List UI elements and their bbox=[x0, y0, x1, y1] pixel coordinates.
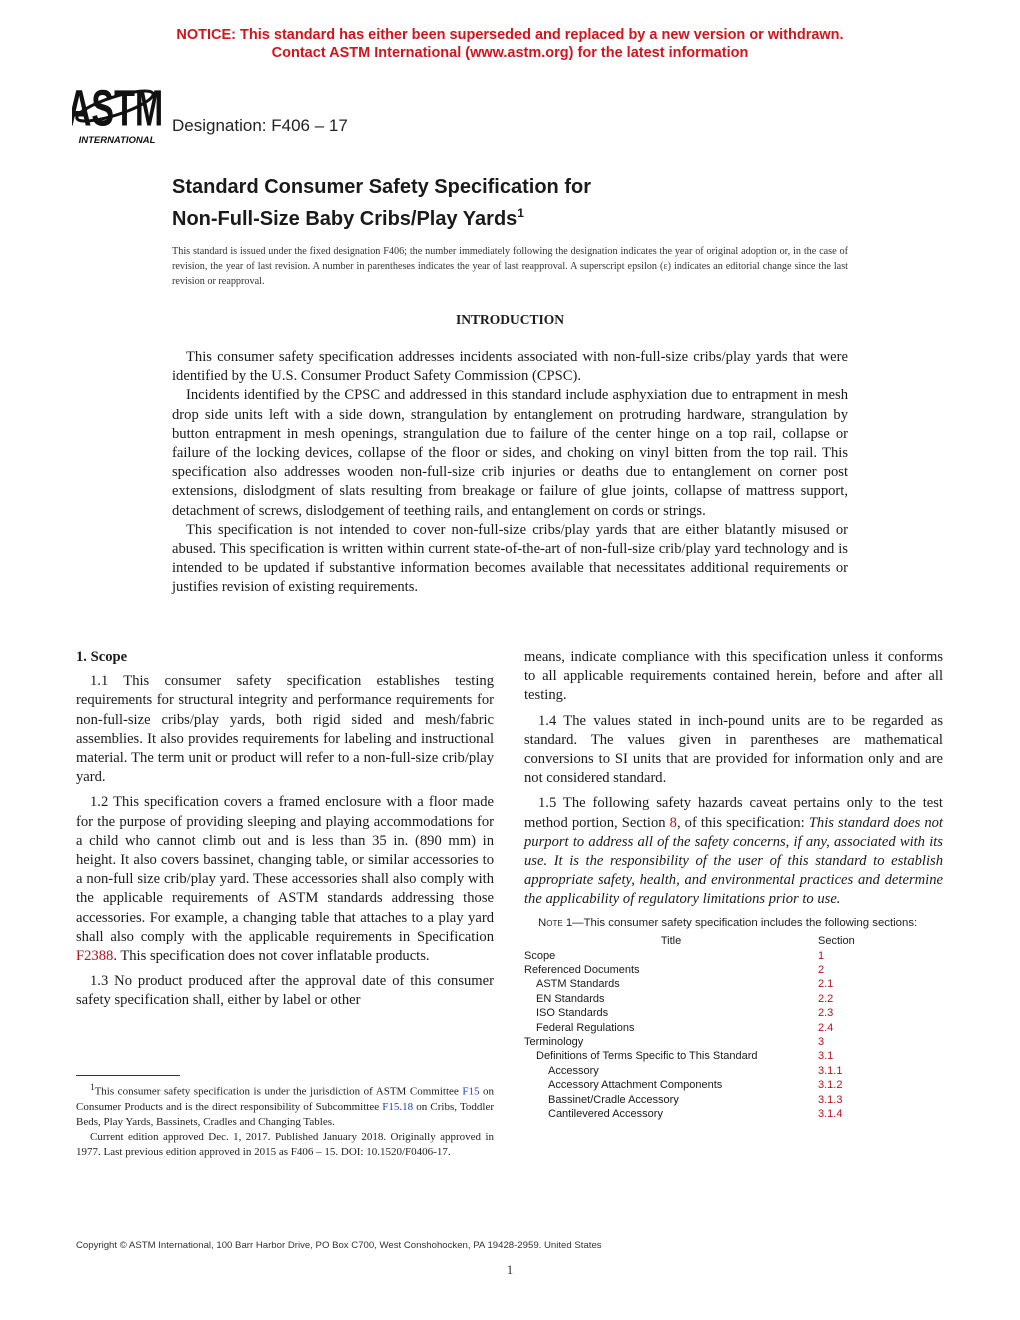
paragraph-1-2: 1.2 This specification covers a framed enclosure with a floor made for the purpose of providing sleeping and playing accommodations for a child who cannot climb out and is less than 35 in. (890 mm) in height. It also covers bassinet, changing table, or similar accessories to a non-full size crib/play yard. These accessories shall also comply with the applicable requirements of ASTM standards addressing those accessories. For example, a changing table that attaches to a play yard shall also comply with the applicable requirements in Specification F2388. This specification does not cover inflatable products. bbox=[76, 794, 494, 965]
table-row: ASTM Standards 2.1 bbox=[536, 978, 834, 991]
link-f2388[interactable]: F2388 bbox=[76, 948, 114, 965]
footnote-divider bbox=[76, 1075, 180, 1076]
link-f15[interactable]: F15 bbox=[462, 1085, 480, 1098]
astm-logo-icon bbox=[72, 76, 162, 146]
toc-header-title: Title bbox=[660, 935, 682, 948]
notice-line-1: NOTICE: This standard has either been superseded and replaced by a new version or withdrawn. bbox=[176, 27, 844, 43]
intro-paragraph: This consumer safety specification addresses incidents associated with non-full-size cribs/play yards that were identified by the U.S. Consumer Product Safety Commission (CPSC). bbox=[172, 349, 848, 385]
left-column bbox=[76, 648, 494, 1017]
title-line-1: Standard Consumer Safety Specification for bbox=[172, 176, 591, 198]
table-row: ISO Standards 2.3 bbox=[536, 1007, 834, 1020]
footnote-paragraph: $^1$This consumer safety specification is under the jurisdiction of ASTM Committee F15 on Consumer Products and is the direct responsibility of Subcommittee F15.18 on Cribs, Toddler Beds, Play Yards, Bassinets, Cradles and Changing Tables. bbox=[76, 1082, 495, 1128]
title-footnote-mark[interactable]: 1 bbox=[517, 206, 524, 220]
link-f15-18[interactable]: F15.18 bbox=[382, 1100, 414, 1113]
document-title bbox=[172, 174, 591, 232]
table-row: Federal Regulations 2.4 bbox=[536, 1021, 834, 1034]
paragraph-1-3-continued: means, indicate compliance with this specification unless it conforms to all applicable requirements contained herein, before and after all testing. bbox=[524, 649, 943, 704]
designation: Designation: F406 – 17 bbox=[172, 116, 348, 135]
section-heading-scope: 1. Scope bbox=[76, 649, 128, 665]
footnote-1 bbox=[76, 1080, 494, 1160]
introduction-heading: INTRODUCTION bbox=[455, 312, 564, 327]
paragraph-1-3: 1.3 No product produced after the approval date of this consumer safety specification shall, either by label or other bbox=[76, 973, 494, 1009]
title-line-2: Non-Full-Size Baby Cribs/Play Yards$^1$ bbox=[172, 206, 524, 230]
footnote-edition: Current edition approved Dec. 1, 2017. Published January 2018. Originally approved in 1977. Last previous edition approved in 2015 as F406 – 15. DOI: 10.1520/F0406-17. bbox=[76, 1130, 494, 1158]
toc-header-section: Section bbox=[818, 935, 855, 948]
right-column bbox=[524, 648, 943, 1121]
svg-text:ASTM: ASTM bbox=[72, 80, 162, 138]
page-number: 1 bbox=[506, 1262, 514, 1277]
introduction-body bbox=[172, 348, 848, 598]
paragraph-1-4: 1.4 The values stated in inch-pound units are to be regarded as standard. The values given in parentheses are mathematical conversions to SI units that are provided for information only and are not considered standard. bbox=[524, 712, 943, 787]
svg-text:INTERNATIONAL: INTERNATIONAL bbox=[78, 135, 156, 146]
table-row: EN Standards 2.2 bbox=[536, 992, 834, 1005]
issuance-note: This standard is issued under the fixed designation F406; the number immediately following the designation indicates the year of original adoption or, in the case of revision, the year of last revision. A number in parentheses indicates the year of last reapproval. A superscript epsilon (ε) indicates an editorial change since the last revision or reapproval. bbox=[172, 246, 848, 287]
sections-table bbox=[524, 934, 855, 1121]
table-row: Referenced Documents 2 bbox=[524, 963, 825, 976]
link-section-8[interactable]: 8 bbox=[669, 814, 677, 831]
table-row: Accessory 3.1.1 bbox=[548, 1064, 843, 1077]
table-row: Bassinet/Cradle Accessory 3.1.3 bbox=[548, 1093, 843, 1106]
copyright-line: Copyright © ASTM International, 100 Barr Harbor Drive, PO Box C700, West Conshohocken, PA 19428-2959. United States bbox=[76, 1240, 602, 1251]
intro-paragraph: Incidents identified by the CPSC and addressed in this standard include asphyxiation due to entrapment in mesh drop side units left with a side down, strangulation by entanglement on protruding hardware, strangulation by button entrapment in mesh openings, strangulation due to failure of the center hinge on a top rail, collapse or failure of the locking devices, collapse of the floor or sides, and choking on vinyl bitten from the top rail. This specification also addresses wooden non-full-size crib injuries or deaths due to entanglement on corner post extensions, dislodgment of slats resulting from breakage or failure of glue joints, collapse of mattress support, detachment of screws, dislodgement of teething rails, and entanglement on cords or strings. bbox=[172, 387, 848, 519]
table-row: Definitions of Terms Specific to This Standard 3.1 bbox=[536, 1050, 834, 1063]
table-row: Accessory Attachment Components 3.1.2 bbox=[548, 1079, 843, 1092]
paragraph-1-1: 1.1 This consumer safety specification establishes testing requirements for structural integrity and performance requirements for non-full-size cribs/play yards, both rigid sided and mesh/fabric assemblies. It also provides requirements for labeling and instructional material. The term unit or product will refer to a non-full-size crib/play yard. bbox=[76, 673, 494, 786]
note-1: Note 1—This consumer safety specification includes the following sections: bbox=[538, 916, 918, 929]
table-row: Cantilevered Accessory 3.1.4 bbox=[548, 1108, 843, 1121]
table-row: Terminology 3 bbox=[524, 1035, 825, 1048]
notice-line-2: Contact ASTM International (www.astm.org) for the latest information bbox=[271, 45, 749, 61]
supersede-notice bbox=[0, 26, 1020, 62]
paragraph-1-5: 1.5 The following safety hazards caveat pertains only to the test method portion, Section 8, of this specification: This standard does not purport to address all of the safety concerns, if any, associated with its use. It is the responsibility of the user of this standard to establish appropriate safety, health, and environmental practices and determine the applicability of regulatory limitations prior to use. bbox=[524, 795, 943, 908]
table-row: Scope 1 bbox=[524, 949, 825, 962]
intro-paragraph: This specification is not intended to cover non-full-size cribs/play yards that are either blatantly misused or abused. This specification is written within current state-of-the-art of non-full-size crib/play yard technology and is intended to be updated if substantive information becomes available that necessitates additional requirements or justifies revision of existing requirements. bbox=[172, 521, 848, 596]
